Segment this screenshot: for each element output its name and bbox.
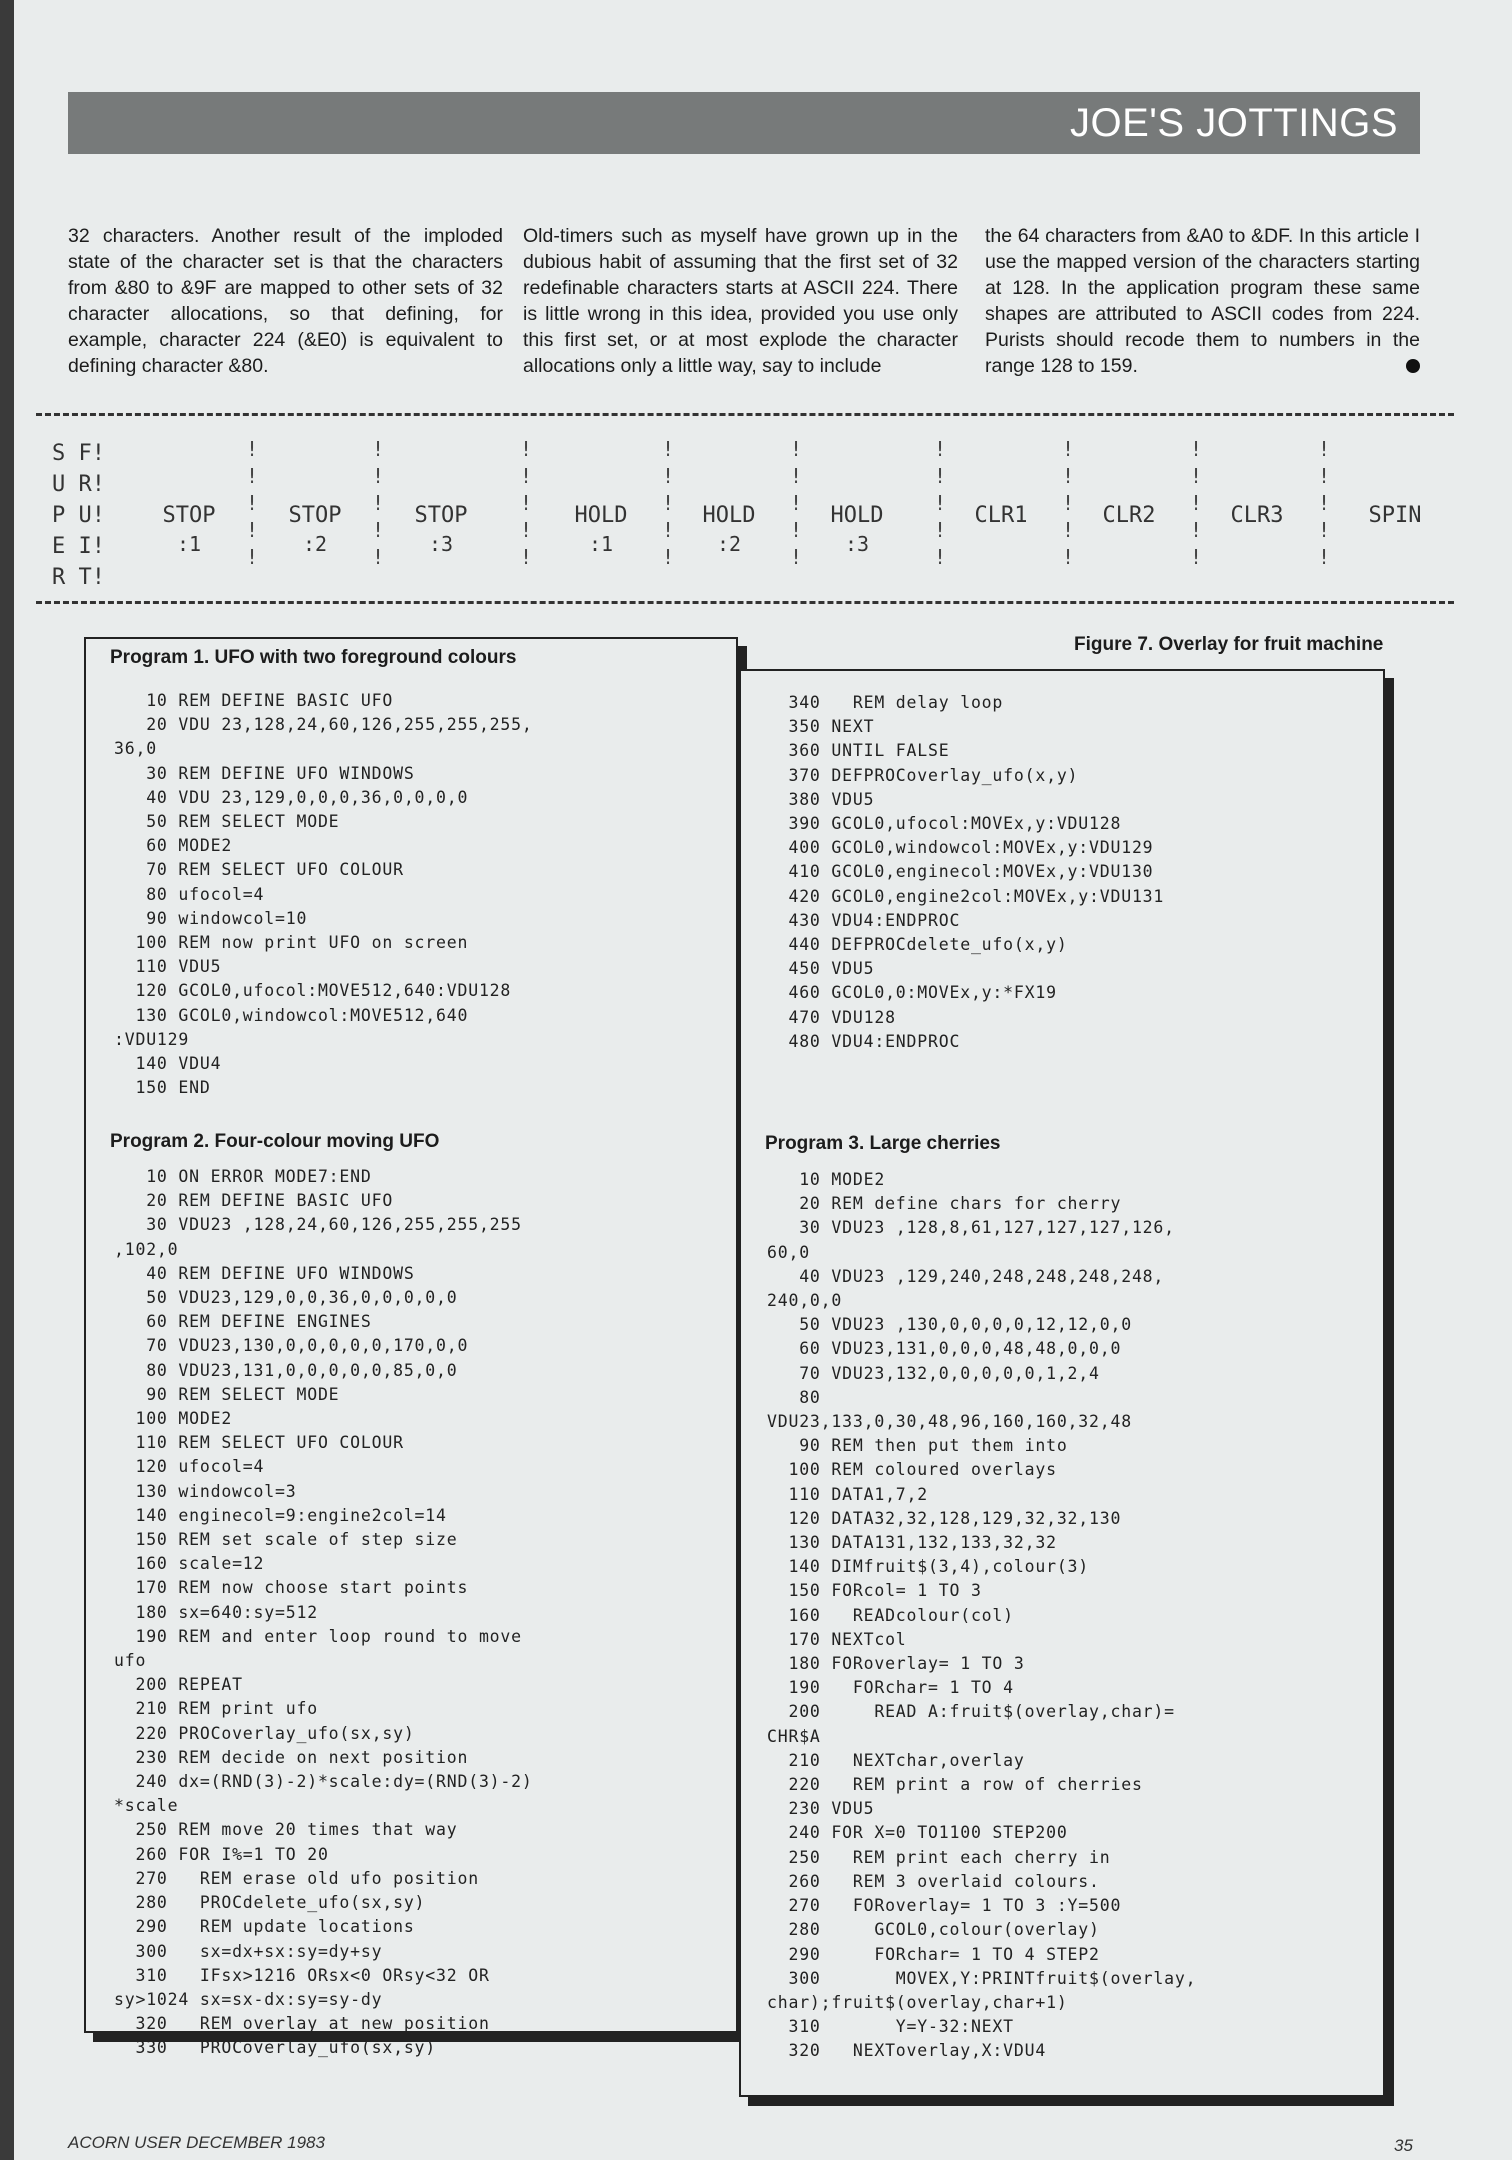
side-letter: I [78,534,92,559]
program-box-right [739,669,1385,2097]
segment-bottom: :2 [302,532,328,556]
side-letter: U [78,503,92,528]
overlay-segment-stop-2 [270,502,360,558]
text-column-1 [68,223,503,379]
figure-caption: Figure 7. Overlay for fruit machine [1074,634,1384,655]
column-2-text: Old-timers such as myself have grown up in the dubious habit of assuming that the first set of 32 redefinable characters starts at ASCII 224. There is little wrong in this idea, provided you use only this first set, or at most explode the character allocations only a little way, say to include [523,225,958,377]
overlay-segment-hold-3 [812,502,902,558]
column-3-text [985,223,1420,379]
side-letter: S [52,441,66,466]
column-3-body: the 64 characters from &A0 to &DF. In this article I use the mapped version of the characters starting at 128. In the application program these same shapes are attributed to ASCII codes from 224. Purists should recode them to numbers in the range 128 to 159. [985,225,1420,377]
overlay-segment-clr2 [1084,502,1174,530]
segment-bottom: :3 [428,532,454,556]
overlay-segment-hold-1 [556,502,646,558]
overlay-segment-hold-2 [684,502,774,558]
program-box-left [84,637,738,2058]
overlay-separator: ! ! ! ! ! [372,437,385,569]
overlay-segment-stop-3 [396,502,486,558]
segment-top: STOP [414,503,468,528]
segment-top: HOLD [702,503,756,528]
overlay-side-label: S F! U R! P U! E I! R T! [52,441,105,590]
program2-continued-code: 340 REM delay loop 350 NEXT 360 UNTIL FALSE 370 DEFPROCoverlay_ufo(x,y) 380 VDU5 390 GCOL0,ufocol:MOVEx,y:VDU128 400 GCOL0,windowcol:MOVEx,y:VDU129 410 GCOL0,enginecol:MOVEx,y:VDU130 420 GCOL0,engine2col:MOVEx,y:VDU131 430 VDU4:ENDPROC 440 DEFPROCdelete_ufo(x,y) 450 VDU5 460 GCOL0,0:MOVEx,y:*FX19 470 VDU128 480 VDU4:ENDPROC [788,693,1165,1051]
side-letter: F [78,441,92,466]
program1-code: 10 REM DEFINE BASIC UFO 20 VDU 23,128,24,60,126,255,255,255, 36,0 30 REM DEFINE UFO WINDOWS 40 VDU 23,129,0,0,0,36,0,0,0,0 50 REM SELECT MODE 60 MODE2 70 REM SELECT UFO COLOUR 80 ufocol=4 90 windowcol=10 100 REM now print UFO on screen 110 VDU5 120 GCOL0,ufocol:MOVE512,640:VDU128 130 GCOL0,windowcol:MOVE512,640 :VDU129 140 VDU4 150 END [114,691,533,1098]
side-letter: U [52,472,66,497]
overlay-separator: ! ! ! ! ! [1062,437,1075,569]
footer-publication: ACORN USER DECEMBER 1983 [68,2133,325,2152]
segment-bottom: :1 [588,532,614,556]
overlay-segment-spin [1350,502,1440,530]
segment-bottom: :1 [176,532,202,556]
overlay-separator: ! ! ! ! ! [1318,437,1331,569]
overlay-separator: ! ! ! ! ! [934,437,947,569]
segment-top: CLR3 [1230,503,1284,528]
program2-title: Program 2. Four-colour moving UFO [110,1131,440,1152]
program1-title: Program 1. UFO with two foreground colours [110,647,517,668]
overlay-segment-stop-1 [144,502,234,558]
program2-code: 10 ON ERROR MODE7:END 20 REM DEFINE BASIC UFO 30 VDU23 ,128,24,60,126,255,255,255 ,102,0 40 REM DEFINE UFO WINDOWS 50 VDU23,129,0,0,36,0,0,0,0,0 60 REM DEFINE ENGINES 70 VDU23,130,0,0,0,0,0,170,0,0 80 VDU23,131,0,0,0,0,0,85,0,0 90 REM SELECT MODE 100 MODE2 110 REM SELECT UFO COLOUR 120 ufocol=4 130 windowcol=3 140 enginecol=9:engine2col=14 150 REM set scale of step size 160 scale=12 170 REM now choose start points 180 sx=640:sy=512 190 REM and enter loop round to move ufo 200 REPEAT 210 REM print ufo 220 PROCoverlay_ufo(sx,sy) 230 REM decide on next position 240 dx=(RND(3)-2)*scale:dy=(RND(3)-2) *scale 250 REM move 20 times that way 260 FOR I%=1 TO 20 270 REM erase old ufo position 280 PROCdelete_ufo(sx,sy) 290 REM update locations 300 sx=dx+sx:sy=dy+sy 310 IFsx>1216 ORsx<0 ORsy<32 OR sy>1024 sx=sx-dx:sy=sy-dy 320 REM overlay at new position 330 PROCoverlay_ufo(sx,sy) [114,1167,533,2058]
side-letter: R [78,472,92,497]
overlay-separator: ! ! ! ! ! [246,437,259,569]
segment-top: STOP [162,503,216,528]
column-1-text: 32 characters. Another result of the imploded state of the character set is that the characters from &80 to &9F are mapped to other sets of 32 character allocations, so that defining, for example, character 224 (&E0) is equivalent to defining character &80. [68,225,503,377]
segment-top: CLR2 [1102,503,1156,528]
side-letter: R [52,565,66,590]
end-bullet-icon [1406,359,1420,373]
overlay-separator: ! ! ! ! ! [520,437,533,569]
text-column-3 [985,223,1420,379]
program3-title: Program 3. Large cherries [765,1133,1001,1154]
segment-bottom: :2 [716,532,742,556]
segment-top: STOP [288,503,342,528]
overlay-top-cut-line [36,413,1454,416]
overlay-bottom-cut-line [36,601,1454,604]
segment-top: HOLD [830,503,884,528]
program3-code: 10 MODE2 20 REM define chars for cherry 30 VDU23 ,128,8,61,127,127,127,126, 60,0 40 VDU23 ,129,240,248,248,248,248, 240,0,0 50 VDU23 ,130,0,0,0,0,12,12,0,0 60 VDU23,131,0,0,0,48,48,0,0,0 70 VDU23,132,0,0,0,0,0,1,2,4 80 VDU23,133,0,30,48,96,160,160,32,48 90 REM then put them into 100 REM coloured overlays 110 DATA1,7,2 120 DATA32,32,128,129,32,32,130 130 DATA131,132,133,32,32 140 DIMfruit$(3,4),colour(3) 150 FORcol= 1 TO 3 160 READcolour(col) 170 NEXTcol 180 FORoverlay= 1 TO 3 190 FORchar= 1 TO 4 200 READ A:fruit$(overlay,char)= CHR$A 210 NEXTchar,overlay 220 REM print a row of cherries 230 VDU5 240 FOR X=0 TO1100 STEP200 250 REM print each cherry in 260 REM 3 overlaid colours. 270 FORoverlay= 1 TO 3 :Y=500 280 GCOL0,colour(overlay) 290 FORchar= 1 TO 4 STEP2 300 MOVEX,Y:PRINTfruit$(overlay, char);fruit$(overlay,char+1) 310 Y=Y-32:NEXT 320 NEXToverlay,X:VDU4 [767,1170,1197,2061]
side-letter: E [52,534,66,559]
overlay-separator: ! ! ! ! ! [662,437,675,569]
page-binding-edge [0,0,14,2160]
page-number: 35 [1394,2136,1413,2155]
side-letter: T [78,565,92,590]
side-letter: P [52,503,66,528]
text-column-2 [523,223,958,379]
section-header [68,92,1420,154]
header-title: JOE'S JOTTINGS [1070,101,1398,145]
segment-top: CLR1 [974,503,1028,528]
segment-bottom: :3 [844,532,870,556]
segment-top: HOLD [574,503,628,528]
overlay-segment-clr3 [1212,502,1302,530]
overlay-segment-clr1 [956,502,1046,530]
fruit-machine-overlay [36,420,1454,590]
segment-top: SPIN [1368,503,1422,528]
overlay-separator: ! ! ! ! ! [790,437,803,569]
overlay-separator: ! ! ! ! ! [1190,437,1203,569]
